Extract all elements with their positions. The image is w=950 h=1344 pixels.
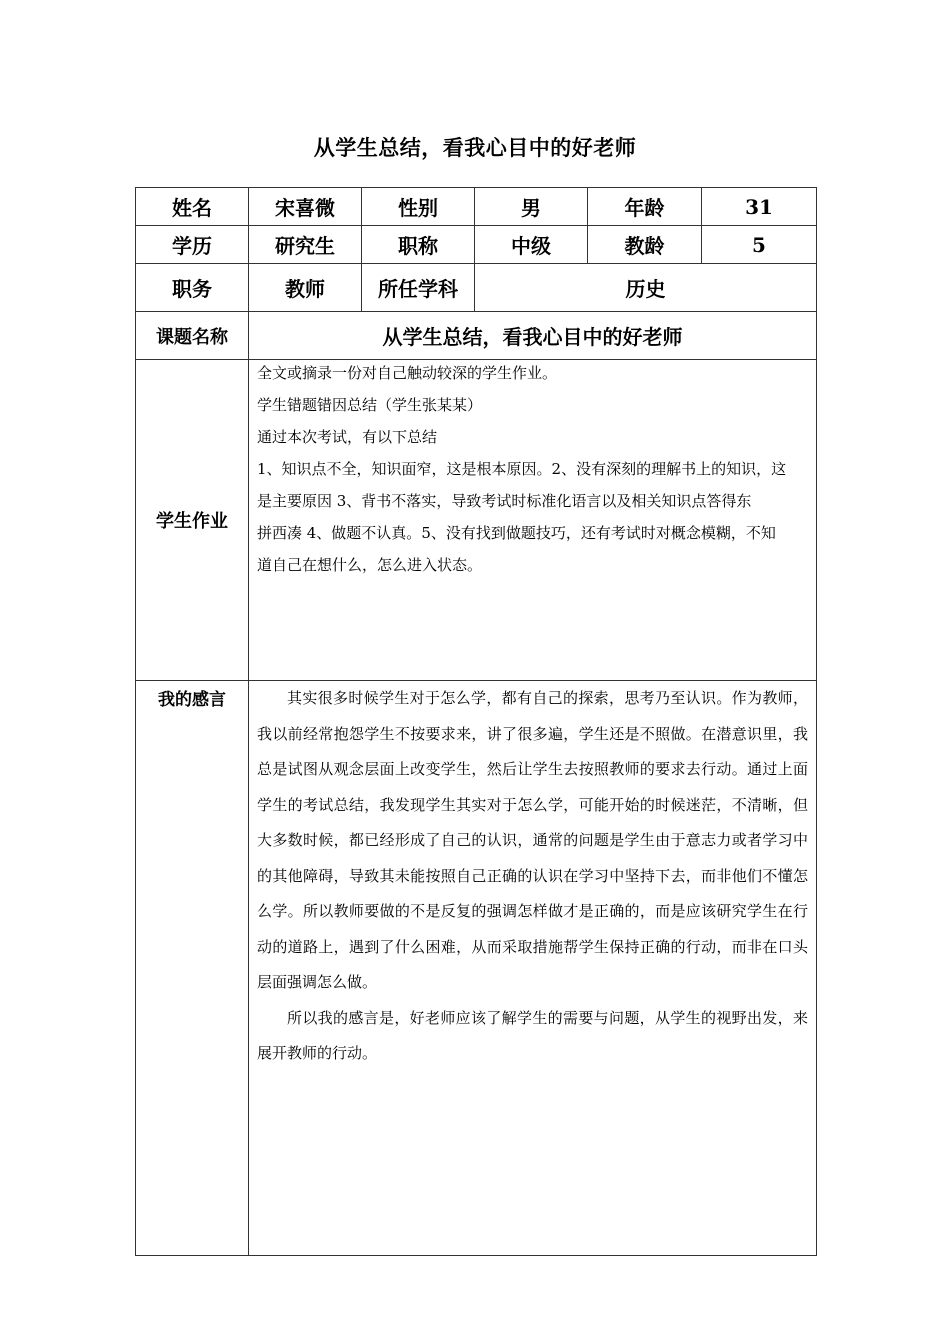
teaching-years-value: 5 (702, 226, 817, 264)
age-value: 31 (702, 188, 817, 226)
homework-line: 1、知识点不全，知识面窄，这是根本原因。2、没有深刻的理解书上的知识，这 (257, 460, 787, 478)
education-value: 研究生 (249, 226, 362, 264)
homework-line: 全文或摘录一份对自己触动较深的学生作业。 (257, 364, 558, 382)
homework-line: 通过本次考试，有以下总结 (257, 428, 438, 446)
homework-line: 是主要原因 3、背书不落实，导致考试时标准化语言以及相关知识点答得东 (257, 492, 752, 510)
feedback-paragraph: 所以我的感言是，好老师应该了解学生的需要与问题，从学生的视野出发，来展开教师的行动。 (257, 1008, 808, 1062)
subject-label: 所任学科 (362, 264, 475, 312)
gender-label: 性别 (362, 188, 475, 226)
table-row (136, 226, 817, 264)
teacher-info-table (135, 187, 817, 1256)
position-label: 职务 (136, 264, 249, 312)
homework-line: 道自己在想什么，怎么进入状态。 (257, 556, 483, 574)
table-row (136, 312, 817, 360)
feedback-content (249, 681, 817, 1256)
subject-value: 历史 (475, 264, 817, 312)
name-value: 宋喜微 (249, 188, 362, 226)
page-title: 从学生总结，看我心目中的好老师 (313, 135, 637, 160)
gender-value: 男 (475, 188, 588, 226)
homework-label: 学生作业 (136, 360, 249, 681)
teaching-years-label: 教龄 (588, 226, 702, 264)
feedback-label: 我的感言 (136, 681, 249, 1256)
age-label: 年龄 (588, 188, 702, 226)
table-row (136, 188, 817, 226)
rank-value: 中级 (475, 226, 588, 264)
feedback-paragraph: 其实很多时候学生对于怎么学，都有自己的探索，思考乃至认识。作为教师，我以前经常抱怨学生不按要求来，讲了很多遍，学生还是不照做。在潜意识里，我总是试图从观念层面上改变学生，然后让学生去按照教师的要求去行动。通过上面学生的考试总结，我发现学生其实对于怎么学，可能开始的时候迷茫，不清晰，但大多数时候，都已经形成了自己的认识，通常的问题是学生由于意志力或者学习中的其他障碍，导致其未能按照自己正确的认识在学习中坚持下去，而非他们不懂怎么学。所以教师要做的不是反复的强调怎样做才是正确的，而是应该研究学生在行动的道路上，遇到了什么困难，从而采取措施帮学生保持正确的行动，而非在口头层面强调怎么做。 (257, 689, 808, 991)
education-label: 学历 (136, 226, 249, 264)
homework-line: 拼西凑 4、做题不认真。5、没有找到做题技巧，还有考试时对概念模糊，不知 (257, 524, 776, 542)
position-value: 教师 (249, 264, 362, 312)
table-row (136, 360, 817, 681)
table-row (136, 681, 817, 1256)
topic-label: 课题名称 (136, 312, 249, 360)
rank-label: 职称 (362, 226, 475, 264)
homework-content (249, 360, 817, 681)
homework-line: 学生错题错因总结（学生张某某） (257, 396, 483, 414)
topic-value: 从学生总结，看我心目中的好老师 (249, 312, 817, 360)
table-row (136, 264, 817, 312)
name-label: 姓名 (136, 188, 249, 226)
